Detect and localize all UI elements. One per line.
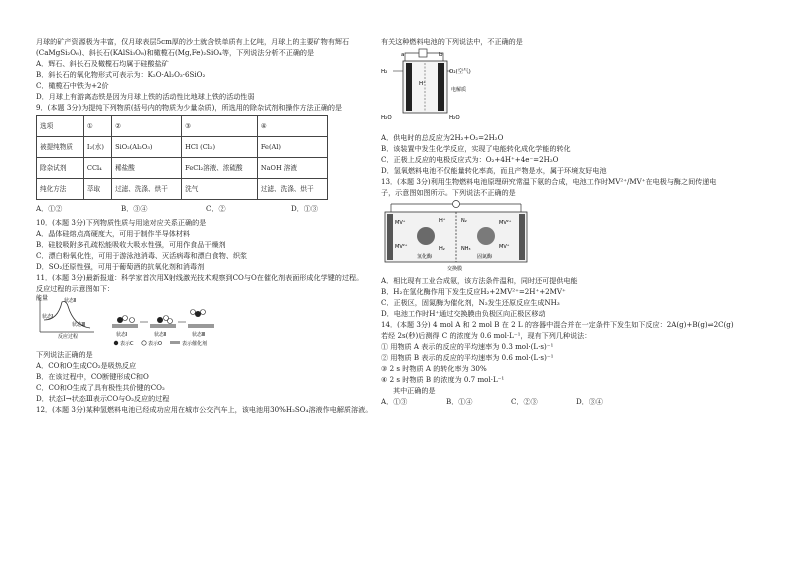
q12-option-c: C．正极上反应的电极反应式为：O₂+4H⁺+4e⁻=2H₂O: [381, 155, 559, 164]
q11-energy-diagram: [36, 294, 236, 346]
fig-label: 交换膜: [447, 266, 463, 272]
intro-line: 月球的矿产资源极为丰富，仅月球表层5cm厚的沙土就含铁单质有上亿吨，月球上的主要矿物有辉石: [36, 37, 350, 46]
q9-option-c: C．②: [206, 204, 226, 213]
table-cell: Fe(Al): [257, 137, 327, 158]
q12-option-d: D．氢氧燃料电池不仅能量转化率高，而且产物是水，属于环境友好电池: [381, 166, 607, 175]
q14-stem: 14．(本题 3分) 4 mol A 和 2 mol B 在 2 L 的容器中混合并在一定条件下发生如下反应：2A(g)+B(g)⇌2C(g): [381, 320, 734, 329]
q12-stem: 12．(本题 3分)某种氢燃料电池已经成功应用在城市公交汽车上，该电池用30%H₂SO₄溶液作电解质溶液。: [36, 405, 373, 414]
state-label: 状态Ⅱ: [64, 298, 77, 304]
q14-item: ④ 2 s 时物质 B 的浓度为 0.7 mol·L⁻¹: [381, 375, 505, 384]
table-cell: 纯化方法: [37, 179, 84, 200]
fig-label: H⁺: [439, 218, 446, 224]
bio-fuel-cell-diagram: [381, 198, 531, 272]
fig-label: 固氮酶: [477, 254, 493, 260]
q8-option-b: B．斜长石的氧化物形式可表示为：K₂O·Al₂O₃·6SiO₂: [36, 70, 206, 79]
q13-option-b: B．H₂在氢化酶作用下发生反应H₂+2MV²⁺=2H⁺+2MV⁺: [381, 287, 566, 296]
table-cell: ①: [83, 116, 111, 137]
q10-option-c: C．漂白粉氧化性，可用于游泳池消毒、灭活病毒和漂白食物、织浆: [36, 251, 248, 260]
state-label: 状态Ⅰ: [42, 314, 54, 320]
fig-label: a: [401, 52, 405, 58]
q8-option-a: A．辉石、斜长石及橄榄石均属于硅酸盐矿: [36, 59, 169, 68]
fig-label: H⁺: [419, 81, 427, 87]
table-cell: ④: [257, 116, 327, 137]
q14-option-c: C．②③: [511, 397, 538, 406]
legend: [114, 340, 207, 346]
table-cell: 除杂试剂: [37, 158, 84, 179]
table-row: [37, 158, 328, 179]
fig-label: MV²⁺: [499, 220, 512, 226]
fig-label: H₂: [381, 69, 388, 75]
legend-catalyst: 表示催化剂: [182, 341, 208, 346]
table-cell: 洗气: [182, 179, 258, 200]
fig-label: H₂O: [449, 115, 460, 121]
fig-label: b: [439, 52, 443, 58]
q10-option-d: D．SO₂还原性强，可用于葡萄酒的抗氧化剂和消毒剂: [36, 262, 205, 271]
state-2-surface: [150, 316, 176, 339]
q11-option-b: B．在该过程中，CO断键形成C和O: [36, 372, 149, 381]
fig-label: N₂: [461, 218, 467, 224]
q11-option-c: C．CO和O生成了具有极性共价键的CO₂: [36, 383, 165, 392]
q8-option-c: C．橄榄石中铁为+2价: [36, 81, 109, 90]
table-row: [37, 179, 328, 200]
table-cell: SiO₂(Al₂O₃): [112, 137, 182, 158]
state-1-surface: [112, 316, 138, 339]
table-cell: HCl (Cl₂): [182, 137, 258, 158]
q9-option-b: B．③④: [121, 204, 148, 213]
q14-item: ③ 2 s 时物质 A 的转化率为 30%: [381, 364, 487, 373]
table-cell: FeCl₂溶液、浓硫酸: [182, 158, 258, 179]
y-axis-label: 能量: [36, 295, 49, 302]
q14-stem: 若经 2s(秒)后测得 C 的浓度为 0.6 mol·L⁻¹，现有下列几种说法：: [381, 331, 592, 340]
q11-option-d: D．状态Ⅰ→状态Ⅲ表示CO与O₂反应的过程: [36, 394, 170, 403]
q11-stem: 反应过程的示意图如下：: [36, 284, 115, 293]
table-cell: 选项: [37, 116, 84, 137]
q12-option-b: B．该装置中发生化学反应，实现了电能转化成化学能的转化: [381, 144, 571, 153]
legend-c: 表示C: [120, 341, 134, 346]
legend-o: 表示O: [148, 341, 162, 346]
table-cell: ③: [182, 116, 258, 137]
right-column: [381, 36, 767, 407]
q9-options: [36, 203, 376, 214]
table-cell: I₂(水): [83, 137, 111, 158]
q13-option-c: C．正极区，固氮酶为催化剂，N₂发生还原反应生成NH₃: [381, 298, 560, 307]
q13-stem: 13．(本题 3分)利用生物燃料电池原理研究常温下氨的合成，电池工作时MV²⁺/MV⁺在电极与酶之间传递电: [381, 177, 717, 186]
fig-label: MV⁺: [395, 220, 406, 226]
q9-table: [36, 115, 328, 200]
q11-stem: 11．(本题 3分)最新报道：科学家首次用X射线激光技术观察到CO与O在催化剂表面形成化学键的过程。: [36, 273, 364, 282]
q10-option-b: B．硅胶吸附多孔疏松能吸收大吸水性强，可用作食品干燥剂: [36, 240, 226, 249]
state-label: 状态Ⅲ: [72, 322, 86, 328]
table-cell: 过滤、洗涤、烘干: [257, 179, 327, 200]
q14-item: ① 用物质 A 表示的反应的平均速率为 0.3 mol·(L·s)⁻¹: [381, 342, 554, 351]
state-label: 状态Ⅲ: [192, 332, 206, 338]
fuel-cell-diagram: [381, 47, 541, 129]
q8-option-d: D．月球上有游离态铁是因为月球上铁的活动性比地球上铁的活动性弱: [36, 92, 255, 101]
q14-option-d: D．③④: [576, 397, 603, 406]
q10-stem: 10．(本题 3分)下列物质性质与用途对应关系正确的是: [36, 218, 207, 227]
fig-label: NH₃: [461, 246, 471, 252]
table-cell: 过滤、洗涤、烘干: [112, 179, 182, 200]
q9-option-d: D．①③: [291, 204, 318, 213]
left-column: [36, 36, 376, 415]
intro-line: (CaMgSi₂O₆)、斜长石(KAlSi₃O₈)和橄榄石(Mg,Fe)₂SiO₄等，下列说法分析不正确的是: [36, 48, 315, 57]
q10-option-a: A．晶体硅熔点高硬度大，可用于制作半导体材料: [36, 229, 191, 238]
state-label: 状态Ⅱ: [154, 332, 167, 338]
table-cell: 萃取: [83, 179, 111, 200]
table-row: [37, 137, 328, 158]
q13-stem: 子，示意图如图所示。下列说法不正确的是: [381, 188, 516, 197]
q13-option-d: D．电池工作时H⁺通过交换膜由负极区向正极区移动: [381, 309, 546, 318]
fig-label: H₂O: [381, 115, 392, 121]
table-cell: NaOH 溶液: [257, 158, 327, 179]
table-row: [37, 116, 328, 137]
q11-option-a: A．CO和O生成CO₂是吸热反应: [36, 361, 137, 370]
fig-label: H₂: [439, 246, 445, 252]
table-cell: 稀盐酸: [112, 158, 182, 179]
q14-item: ② 用物质 B 表示的反应的平均速率为 0.6 mol·(L·s)⁻¹: [381, 353, 554, 362]
state-label: 状态Ⅰ: [116, 332, 128, 338]
q14-option-a: A．①③: [381, 397, 408, 406]
table-cell: CCl₄: [83, 158, 111, 179]
q14-question: 其中正确的是: [393, 386, 436, 395]
q12-option-a: A．供电时的总反应为2H₂+O₂=2H₂O: [381, 133, 504, 142]
table-cell: 被提纯物质: [37, 137, 84, 158]
q11-question: 下列说法正确的是: [36, 350, 93, 359]
fig-label: MV⁺: [499, 244, 510, 250]
fig-label: 电解质: [451, 87, 467, 93]
fig-label: 氢化酶: [417, 254, 433, 260]
state-3-surface: [188, 310, 214, 339]
table-cell: ②: [112, 116, 182, 137]
q13-option-a: A．相比现有工业合成氨，该方法条件温和，同时还可提供电能: [381, 276, 578, 285]
q12-stem-cont: 有关这种燃料电池的下列说法中，不正确的是: [381, 37, 523, 46]
q9-stem: 9．(本题 3分)为提纯下列物质(括号内的物质为少量杂质)，所选用的除杂试剂和操作方法正确的是: [36, 103, 343, 112]
q9-option-a: A．①②: [36, 204, 63, 213]
fig-label: O₂(空气): [449, 69, 471, 75]
fig-label: MV²⁺: [395, 244, 408, 250]
q14-options: [381, 396, 641, 407]
x-axis-label: 反应过程: [58, 334, 79, 340]
q14-option-b: B．①④: [446, 397, 473, 406]
